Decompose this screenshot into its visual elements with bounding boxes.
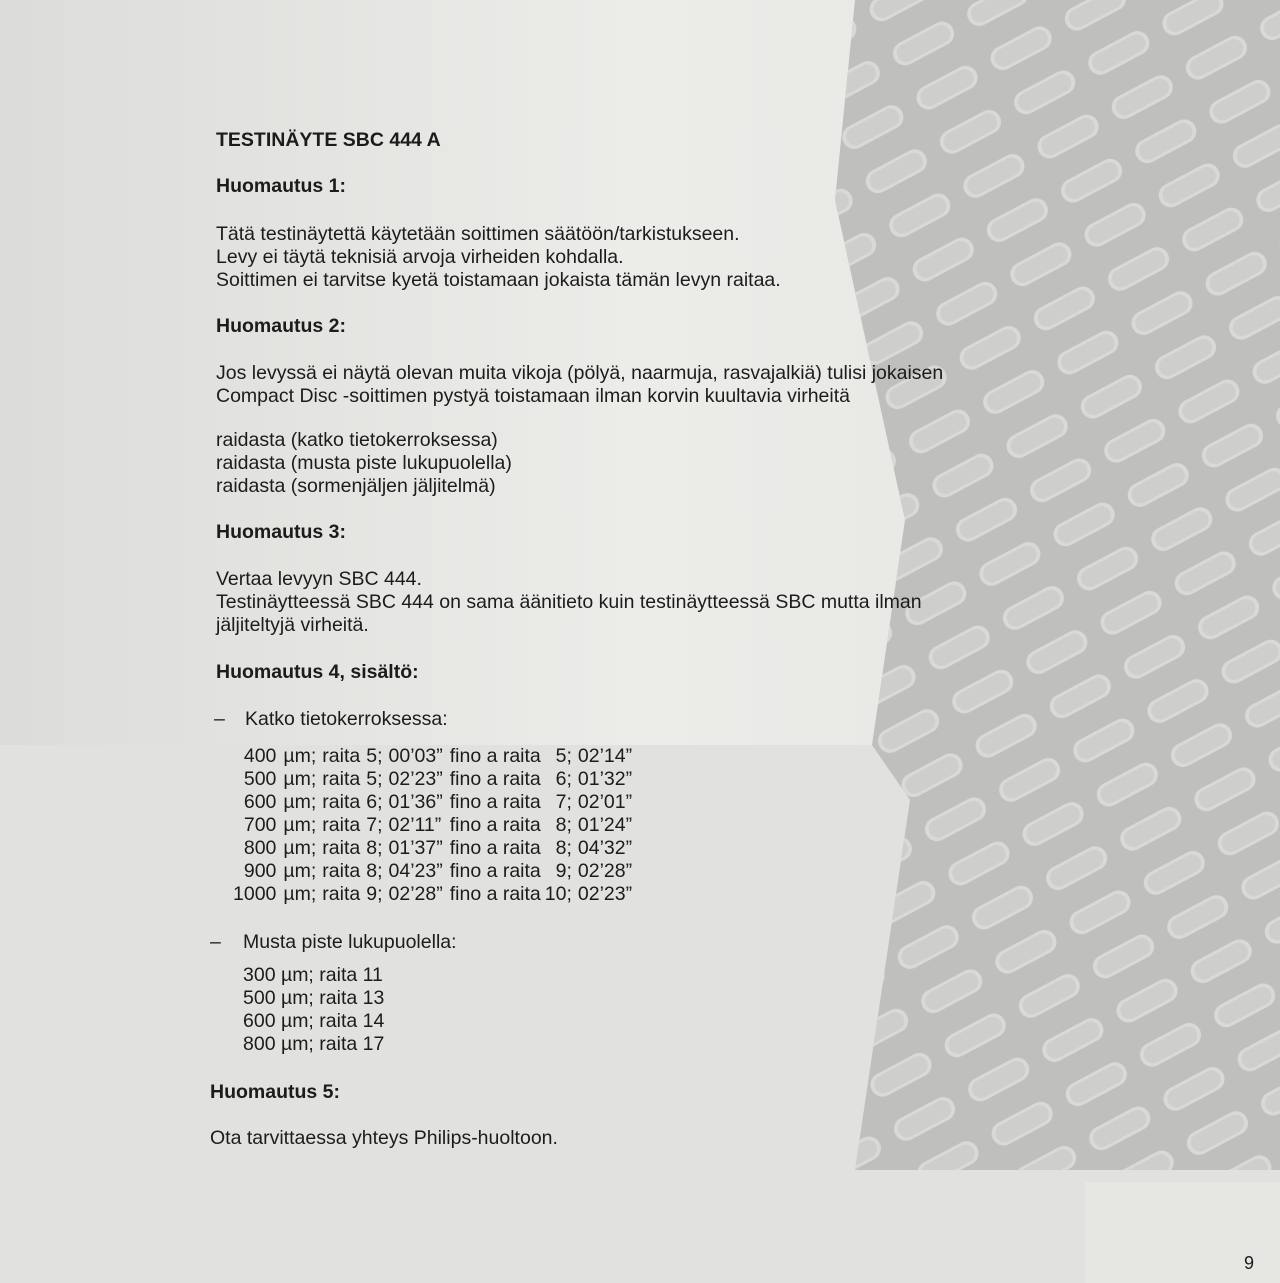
measurement-from-time: 02’23”: [388, 768, 443, 790]
measurement-size: 600: [243, 791, 277, 813]
spot-list-item: 300 µm; raita 11: [243, 964, 383, 986]
measurement-size: 800: [243, 837, 277, 859]
measurement-from-label: raita: [322, 860, 361, 882]
measurement-to-label: fino a raita: [449, 837, 541, 859]
note1-heading: Huomautus 1:: [216, 175, 347, 197]
measurement-to-track: 9;: [555, 860, 572, 882]
measurement-from-label: raita: [322, 883, 361, 905]
measurement-to-time: 02’28”: [577, 860, 633, 882]
measurement-from-track: 5;: [366, 745, 383, 767]
measurement-row: [233, 814, 632, 837]
measurement-from-time: 01’36”: [388, 791, 443, 813]
measurement-size: 700: [243, 814, 277, 836]
measurement-from-track: 9;: [366, 883, 383, 905]
measurement-unit: µm;: [283, 837, 317, 859]
measurement-row: [233, 791, 632, 814]
measurement-unit: µm;: [283, 745, 317, 767]
measurement-from-label: raita: [322, 745, 361, 767]
measurement-from-track: 7;: [366, 814, 383, 836]
note2-line: Jos levyssä ei näytä olevan muita vikoja (pölyä, naarmuja, rasvajalkiä) tulisi jokaisen: [216, 362, 944, 384]
note1-line: Soittimen ei tarvitse kyetä toistamaan jokaista tämän levyn raitaa.: [216, 269, 781, 291]
note3-line: Vertaa levyyn SBC 444.: [216, 568, 422, 590]
measurement-size: 900: [243, 860, 277, 882]
section1-label: Katko tietokerroksessa:: [245, 708, 448, 730]
measurement-from-track: 8;: [366, 837, 383, 859]
dash-bullet: –: [210, 931, 221, 953]
note3-line: Testinäytteessä SBC 444 on sama äänitieto kuin testinäytteessä SBC mutta ilman: [216, 591, 922, 613]
measurement-to-time: 02’01”: [577, 791, 633, 813]
measurement-size: 400: [243, 745, 277, 767]
measurement-from-track: 8;: [366, 860, 383, 882]
note4-heading: Huomautus 4, sisältö:: [216, 661, 419, 683]
measurement-to-label: fino a raita: [449, 860, 541, 882]
measurement-to-time: 02’23”: [577, 883, 633, 905]
note2-heading: Huomautus 2:: [216, 315, 347, 337]
note2-line: Compact Disc -soittimen pystyä toistamaan ilman korvin kuultavia virheitä: [216, 385, 850, 407]
page-number: 9: [1244, 1253, 1255, 1273]
measurement-size: 500: [243, 768, 277, 790]
measurement-from-label: raita: [322, 814, 361, 836]
measurement-to-label: fino a raita: [449, 814, 541, 836]
measurement-to-track: 8;: [555, 837, 572, 859]
measurement-from-label: raita: [322, 837, 361, 859]
measurement-to-time: 02’14”: [577, 745, 633, 767]
note1-line: Levy ei täytä teknisiä arvoja virheiden kohdalla.: [216, 246, 624, 268]
spot-list-item: 800 µm; raita 17: [243, 1033, 385, 1055]
measurement-row: [233, 883, 632, 906]
measurement-from-time: 04’23”: [388, 860, 443, 882]
note5-line: Ota tarvittaessa yhteys Philips-huoltoon.: [210, 1127, 558, 1149]
measurement-row: [233, 860, 632, 883]
measurement-unit: µm;: [283, 860, 317, 882]
measurement-from-time: 00’03”: [388, 745, 443, 767]
measurement-unit: µm;: [283, 883, 317, 905]
measurement-to-track: 7;: [555, 791, 572, 813]
note5-heading: Huomautus 5:: [210, 1081, 341, 1103]
measurement-from-time: 02’11”: [388, 814, 442, 836]
measurement-unit: µm;: [283, 768, 317, 790]
measurement-size: 1000: [233, 883, 277, 905]
measurement-to-track: 10;: [544, 883, 572, 905]
measurement-row: [233, 837, 632, 860]
measurement-from-label: raita: [322, 768, 361, 790]
measurement-to-label: fino a raita: [449, 745, 541, 767]
note3-heading: Huomautus 3:: [216, 521, 347, 543]
dash-bullet: –: [214, 708, 225, 730]
note1-line: Tätä testinäytettä käytetään soittimen säätöön/tarkistukseen.: [216, 223, 740, 245]
measurement-row: [233, 768, 632, 791]
note3-line: jäljiteltyjä virheitä.: [216, 614, 369, 636]
note2-list-item: raidasta (sormenjäljen jäljitelmä): [216, 475, 496, 497]
measurement-from-time: 02’28”: [388, 883, 443, 905]
measurement-to-time: 01’24”: [577, 814, 633, 836]
section2-label: Musta piste lukupuolella:: [243, 931, 457, 953]
measurement-to-label: fino a raita: [449, 768, 541, 790]
spot-list-item: 600 µm; raita 14: [243, 1010, 385, 1032]
measurement-unit: µm;: [283, 791, 317, 813]
measurement-from-time: 01’37”: [388, 837, 443, 859]
measurement-to-track: 6;: [555, 768, 572, 790]
measurement-from-label: raita: [322, 791, 361, 813]
measurement-row: [233, 745, 632, 768]
measurement-to-label: fino a raita: [449, 791, 541, 813]
measurement-unit: µm;: [283, 814, 317, 836]
measurement-from-track: 6;: [366, 791, 383, 813]
measurement-from-track: 5;: [366, 768, 383, 790]
measurements-table: [233, 745, 632, 906]
measurement-to-label: fino a raita: [449, 883, 541, 905]
measurement-to-track: 5;: [555, 745, 572, 767]
measurement-to-track: 8;: [555, 814, 572, 836]
note2-list-item: raidasta (katko tietokerroksessa): [216, 429, 498, 451]
note2-list-item: raidasta (musta piste lukupuolella): [216, 452, 512, 474]
measurement-to-time: 04’32”: [577, 837, 633, 859]
measurement-to-time: 01’32”: [577, 768, 633, 790]
document-title: TESTINÄYTE SBC 444 A: [216, 129, 441, 151]
spot-list-item: 500 µm; raita 13: [243, 987, 385, 1009]
